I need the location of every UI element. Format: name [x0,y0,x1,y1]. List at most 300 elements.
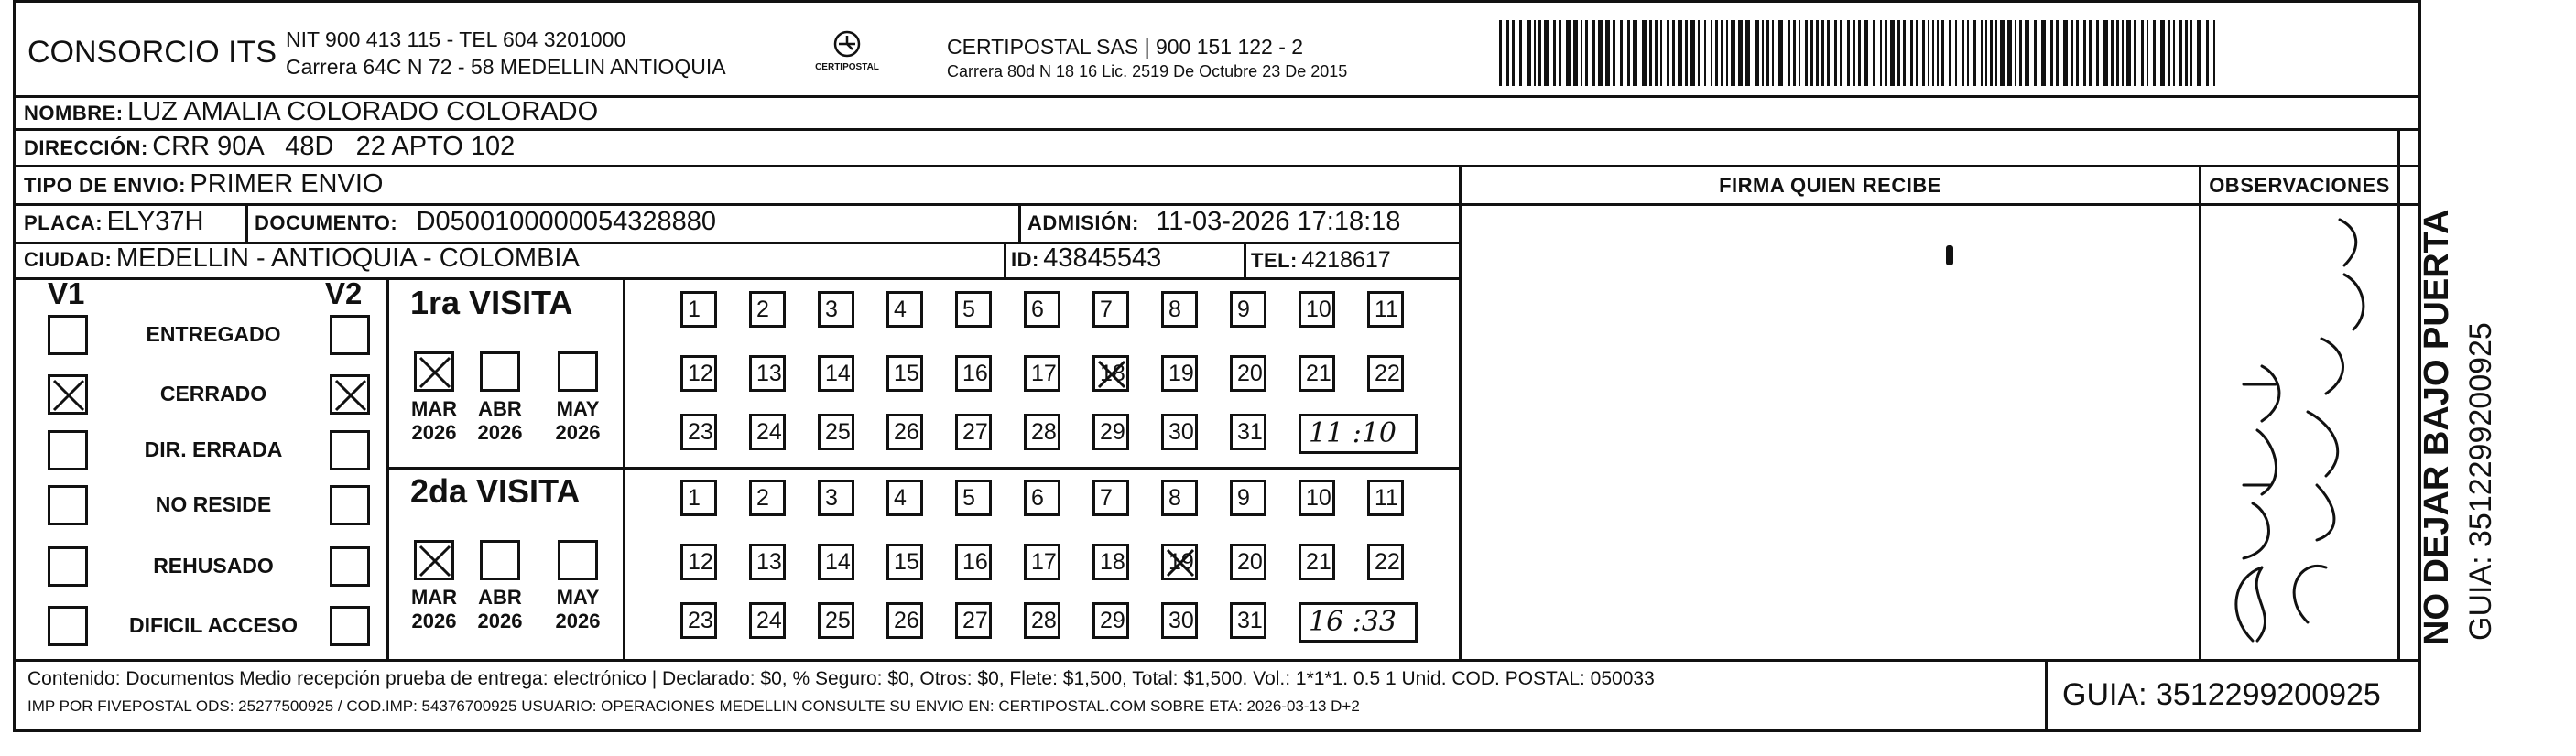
visit2-time-box[interactable] [1299,602,1418,643]
barcode-bar [2197,20,2201,86]
visit1-day-2[interactable] [749,291,786,328]
v2-checkbox-entregado[interactable] [330,315,370,355]
day-number: 1 [688,297,701,322]
observaciones-label: OBSERVACIONES [2209,174,2390,197]
barcode-bar [1778,20,1783,86]
nombre-field [24,97,598,127]
direccion-field [24,132,515,162]
v1-checkbox-dir-errada[interactable] [48,430,88,470]
barcode-bar [1566,20,1571,86]
ciudad-field [24,243,580,274]
day-number: 1 [688,485,701,511]
barcode-bar [2076,20,2079,86]
certipostal-line1: CERTIPOSTAL SAS | 900 151 122 - 2 [947,35,1304,59]
day-number: 16 [962,361,988,386]
signature-mark [1946,245,1953,265]
day-number: 31 [1237,419,1263,445]
barcode-bar [2190,20,2192,86]
admision-field [1027,207,1400,237]
visit2-day-31[interactable] [1230,602,1266,639]
barcode-bar [1538,20,1541,86]
month-year: 2026 [411,610,457,632]
day-number: 22 [1375,549,1400,575]
month-year: 2026 [555,610,601,632]
x-mark-icon [50,377,87,414]
certipostal-logo-icon [810,26,884,90]
barcode-bar [1903,20,1906,86]
visit2-month-label [406,586,462,633]
barcode-bar [1885,20,1887,86]
status-label: CERRADO [159,382,267,405]
month-name: ABR [478,397,522,420]
v2-checkbox-dir-errada[interactable] [330,430,370,470]
visit2-month-checkbox-abr[interactable] [480,540,520,580]
v1-checkbox-cerrado[interactable] [48,374,88,415]
certipostal-logo [810,26,884,90]
barcode-bar [1704,20,1706,86]
day-number: 20 [1237,549,1263,575]
barcode-bar [1598,20,1603,86]
day-number: 18 [1100,549,1125,575]
barcode-bar [1620,20,1623,86]
nombre-value: LUZ AMALIA COLORADO COLORADO [127,97,599,126]
barcode-bar [1660,20,1662,86]
barcode-bar [1985,20,1987,86]
day-number: 4 [894,297,907,322]
barcode-bar [1853,20,1855,86]
barcode-bar [1726,20,1728,86]
day-number: 14 [825,549,851,575]
barcode-bar [2056,20,2059,86]
day-number: 31 [1237,608,1263,633]
visit2-month-label [472,586,528,633]
day-number: 22 [1375,361,1400,386]
barcode-bar [1762,20,1764,86]
barcode-bar [1544,20,1549,86]
visit2-day-8[interactable] [1161,480,1198,516]
visit2-day-24[interactable] [749,602,786,639]
barcode-bar [1995,20,1997,86]
visit2-day-1[interactable] [680,480,717,516]
visit1-day-22[interactable] [1367,355,1404,392]
barcode-bar [1973,20,1976,86]
barcode-bar [1864,20,1868,86]
nit-line: NIT 900 413 115 - TEL 604 3201000 [286,27,626,51]
visit2-day-17[interactable] [1024,544,1060,580]
barcode-bar [1821,20,1824,86]
id-value: 43845543 [1043,243,1162,273]
visit2-day-28[interactable] [1024,602,1060,639]
observaciones-handwriting [2207,211,2395,654]
day-number: 15 [894,361,919,386]
day-number: 9 [1237,297,1250,322]
month-name: ABR [478,586,522,609]
barcode-bar [1858,20,1861,86]
day-number: 12 [688,549,713,575]
company-name: CONSORCIO ITS [27,35,277,70]
barcode-bar [1847,20,1850,86]
month-year: 2026 [411,421,457,444]
barcode-bar [2179,20,2182,86]
barcode-bar [1897,20,1900,86]
barcode-bar [1840,20,1842,86]
admision-value: 11-03-2026 17:18:18 [1156,207,1401,236]
visit2-day-26[interactable] [886,602,923,639]
direccion-label: DIRECCIÓN: [24,136,148,159]
day-number: 18 [1100,361,1125,386]
v1-checkbox-dificil-acceso[interactable] [48,606,88,646]
month-year: 2026 [477,421,523,444]
visit1-day-10[interactable] [1299,291,1335,328]
visit1-day-30[interactable] [1161,414,1198,450]
visit2-day-13[interactable] [749,544,786,580]
visit1-day-25[interactable] [818,414,854,450]
visit-time: 11 :10 [1309,417,1397,449]
barcode-bar [1910,20,1913,86]
handwriting-signature [2207,211,2395,654]
barcode-bar [2083,20,2086,86]
day-number: 13 [756,549,782,575]
barcode-bar [2103,20,2108,86]
visit2-day-23[interactable] [680,602,717,639]
v1-checkbox-entregado[interactable] [48,315,88,355]
visit1-day-1[interactable] [680,291,717,328]
barcode-bar [1581,20,1582,86]
v2-checkbox-no-reside[interactable] [330,485,370,525]
barcode-bar [2122,20,2124,86]
barcode-bar [2126,20,2131,86]
day-number: 19 [1168,361,1194,386]
tipo-value: PRIMER ENVIO [190,169,384,199]
barcode-bar [2160,20,2165,86]
visit2-day-29[interactable] [1092,602,1129,639]
tipo-label: TIPO DE ENVIO: [24,174,186,197]
barcode-bar [1585,20,1588,86]
placa-label: PLACA: [24,211,103,234]
day-number: 11 [1375,297,1398,322]
barcode-bar [1685,20,1688,86]
barcode [1499,20,2223,86]
barcode-bar [1937,20,1939,86]
placa-value: ELY37H [106,207,204,236]
day-number: 27 [962,608,988,633]
day-number: 14 [825,361,851,386]
day-number: 3 [825,485,838,511]
x-mark-icon [332,377,369,414]
admision-label: ADMISIÓN: [1027,211,1139,234]
visit1-day-8[interactable] [1161,291,1198,328]
day-number: 26 [894,608,919,633]
barcode-bar [2041,20,2046,86]
day-number: 21 [1306,361,1331,386]
barcode-bar [1932,20,1934,86]
visit1-day-9[interactable] [1230,291,1266,328]
visit1-day-7[interactable] [1092,291,1129,328]
month-name: MAY [556,586,600,609]
status-label: NO RESIDE [155,492,272,516]
barcode-bar [2147,20,2148,86]
barcode-bar [1810,20,1813,86]
barcode-bar [1962,20,1964,86]
visit2-day-12[interactable] [680,544,717,580]
tipo-field [24,169,383,200]
barcode-bar [1559,20,1561,86]
status-label: ENTREGADO [146,322,281,346]
status-label: REHUSADO [153,554,274,578]
visit2-month-checkbox-mar[interactable] [414,540,454,580]
v2-checkbox-rehusado[interactable] [330,546,370,587]
v2-checkbox-dificil-acceso[interactable] [330,606,370,646]
day-number: 5 [962,297,975,322]
visit2-day-4[interactable] [886,480,923,516]
barcode-bar [2089,20,2092,86]
barcode-bar [1678,20,1682,86]
visit1-day-19[interactable] [1161,355,1198,392]
barcode-bar [1873,20,1875,86]
visit1-day-15[interactable] [886,355,923,392]
day-number: 26 [894,419,919,445]
x-mark-icon [417,354,453,391]
footer-imp: IMP POR FIVEPOSTAL ODS: 25277500925 / COD.IMP: 54376700925 USUARIO: OPERACIONES MEDELLIN CONSULTE SU ENVIO EN: CERTIPOSTAL.COM SOBRE ETA: 2026-03-13 D+2 [27,697,1360,715]
barcode-bar [1981,20,1983,86]
ciudad-value: MEDELLIN - ANTIOQUIA - COLOMBIA [115,243,580,273]
barcode-bar [2141,20,2144,86]
barcode-bar [1553,20,1556,86]
barcode-bar [1721,20,1723,86]
barcode-bar [1738,20,1743,86]
barcode-bar [1642,20,1647,86]
barcode-bar [1805,20,1808,86]
visit2-day-22[interactable] [1367,544,1404,580]
day-number: 21 [1306,549,1331,575]
barcode-bar [1755,20,1759,86]
day-number: 7 [1100,485,1113,511]
barcode-bar [1672,20,1675,86]
visit1-day-27[interactable] [955,414,992,450]
month-name: MAR [410,397,458,420]
barcode-graphic [1499,20,2223,86]
tel-field [1251,247,1391,274]
barcode-bar [2050,20,2053,86]
visit2-month-checkbox-may[interactable] [558,540,598,580]
visit2-day-2[interactable] [749,480,786,516]
day-number: 11 [1375,485,1398,511]
visit1-day-16[interactable] [955,355,992,392]
day-number: 3 [825,297,838,322]
month-name: MAR [410,586,458,609]
day-number: 5 [962,485,975,511]
barcode-bar [1745,20,1750,86]
day-number: 4 [894,485,907,511]
visit2-day-9[interactable] [1230,480,1266,516]
visit2-day-25[interactable] [818,602,854,639]
barcode-bar [1816,20,1819,86]
day-number: 17 [1031,549,1057,575]
visit1-day-17[interactable] [1024,355,1060,392]
address-line: Carrera 64C N 72 - 58 MEDELLIN ANTIOQUIA [286,55,726,79]
barcode-bar [2034,20,2037,86]
day-number: 29 [1100,419,1125,445]
day-number: 19 [1168,549,1194,575]
barcode-bar [1690,20,1695,86]
barcode-bar [1633,20,1637,86]
day-number: 28 [1031,608,1057,633]
visit1-day-21[interactable] [1299,355,1335,392]
barcode-bar [1627,20,1630,86]
barcode-bar [1527,20,1531,86]
visit1-month-checkbox-mar[interactable] [414,351,454,392]
barcode-bar [1799,20,1800,86]
certipostal-line2: Carrera 80d N 18 16 Lic. 2519 De Octubre 23 De 2015 [947,62,1348,81]
status-label: DIFICIL ACCESO [128,613,298,637]
placa-field [24,207,203,237]
day-number: 13 [756,361,782,386]
footer-guia: GUIA: 3512299200925 [2062,677,2381,712]
x-mark-icon [1164,546,1197,579]
day-number: 23 [688,419,713,445]
barcode-bar [1534,20,1536,86]
barcode-bar [1967,20,1969,86]
barcode-bar [1711,20,1712,86]
day-number: 17 [1031,361,1057,386]
barcode-bar [1715,20,1718,86]
visit1-day-11[interactable] [1367,291,1404,328]
id-field [1011,243,1161,274]
day-number: 30 [1168,608,1194,633]
visit1-month-checkbox-may[interactable] [558,351,598,392]
visit1-day-14[interactable] [818,355,854,392]
barcode-bar [2096,20,2099,86]
visit1-month-label [472,397,528,445]
month-year: 2026 [555,421,601,444]
documento-value: D0500100000054328880 [416,207,716,236]
visit1-day-20[interactable] [1230,355,1266,392]
visit2-day-19[interactable] [1161,544,1198,580]
day-number: 23 [688,608,713,633]
status-label: DIR. ERRADA [144,437,283,461]
visit2-day-11[interactable] [1367,480,1404,516]
visit1-day-23[interactable] [680,414,717,450]
side-guia: GUIA: 3512299200925 [2463,322,2498,641]
visit2-day-6[interactable] [1024,480,1060,516]
visit2-day-20[interactable] [1230,544,1266,580]
day-number: 27 [962,419,988,445]
month-name: MAY [556,397,600,420]
x-mark-icon [417,543,453,579]
day-number: 6 [1031,297,1044,322]
visit1-day-13[interactable] [749,355,786,392]
barcode-bar [1793,20,1796,86]
visit1-day-29[interactable] [1092,414,1129,450]
visit1-day-12[interactable] [680,355,717,392]
barcode-bar [1655,20,1658,86]
barcode-bar [1916,20,1918,86]
visit1-day-4[interactable] [886,291,923,328]
barcode-bar [1698,20,1700,86]
barcode-bar [2071,20,2073,86]
day-number: 2 [756,297,769,322]
day-number: 28 [1031,419,1057,445]
visit1-day-5[interactable] [955,291,992,328]
barcode-bar [2025,20,2029,86]
day-number: 8 [1168,297,1181,322]
visit2-day-5[interactable] [955,480,992,516]
barcode-bar [1519,20,1522,86]
visit2-day-7[interactable] [1092,480,1129,516]
visit2-day-18[interactable] [1092,544,1129,580]
barcode-bar [1827,20,1830,86]
month-year: 2026 [477,610,523,632]
day-number: 25 [825,419,851,445]
barcode-bar [1766,20,1769,86]
visit1-day-18[interactable] [1092,355,1129,392]
barcode-bar [1880,20,1882,86]
visit1-day-26[interactable] [886,414,923,450]
barcode-bar [1731,20,1735,86]
visit2-day-30[interactable] [1161,602,1198,639]
day-number: 24 [756,608,782,633]
barcode-bar [1955,20,1957,86]
visit1-day-24[interactable] [749,414,786,450]
barcode-bar [2213,20,2215,86]
visit2-title: 2da VISITA [410,472,581,510]
day-number: 7 [1100,297,1113,322]
v2-label: V2 [325,276,363,310]
day-number: 30 [1168,419,1194,445]
visit1-month-label [406,397,462,445]
visit1-time-box[interactable] [1299,414,1418,454]
visit2-day-14[interactable] [818,544,854,580]
barcode-bar [1922,20,1925,86]
visit2-day-15[interactable] [886,544,923,580]
v2-checkbox-cerrado[interactable] [330,374,370,415]
visit1-month-checkbox-abr[interactable] [480,351,520,392]
visit2-day-3[interactable] [818,480,854,516]
barcode-bar [2185,20,2188,86]
barcode-bar [2116,20,2119,86]
visit1-day-28[interactable] [1024,414,1060,450]
visit1-day-6[interactable] [1024,291,1060,328]
day-number: 16 [962,549,988,575]
footer-contenido: Contenido: Documentos Medio recepción prueba de entrega: electrónico | Declarado: $0, % Seguro: $0, Otros: $0, Flete: $1,500, Total: $1,500. Vol.: 1*1*1. 0.5 1 Unid. COD. POSTAL: 050033 [27,668,1655,689]
barcode-bar [2168,20,2170,86]
v1-checkbox-rehusado[interactable] [48,546,88,587]
barcode-bar [1949,20,1951,86]
visit2-day-21[interactable] [1299,544,1335,580]
barcode-bar [1890,20,1895,86]
barcode-bar [1941,20,1944,86]
visit2-day-10[interactable] [1299,480,1335,516]
day-number: 6 [1031,485,1044,511]
day-number: 8 [1168,485,1181,511]
barcode-bar [1512,20,1515,86]
v1-checkbox-no-reside[interactable] [48,485,88,525]
barcode-bar [1613,20,1615,86]
barcode-bar [2015,20,2016,86]
barcode-bar [2007,20,2012,86]
day-number: 20 [1237,361,1263,386]
visit1-day-31[interactable] [1230,414,1266,450]
barcode-bar [2173,20,2175,86]
visit2-day-16[interactable] [955,544,992,580]
x-mark-icon [1095,358,1128,391]
visit2-day-27[interactable] [955,602,992,639]
nombre-label: NOMBRE: [24,102,124,124]
barcode-bar [2111,20,2114,86]
visit1-day-3[interactable] [818,291,854,328]
barcode-bar [1605,20,1610,86]
barcode-bar [1772,20,1774,86]
